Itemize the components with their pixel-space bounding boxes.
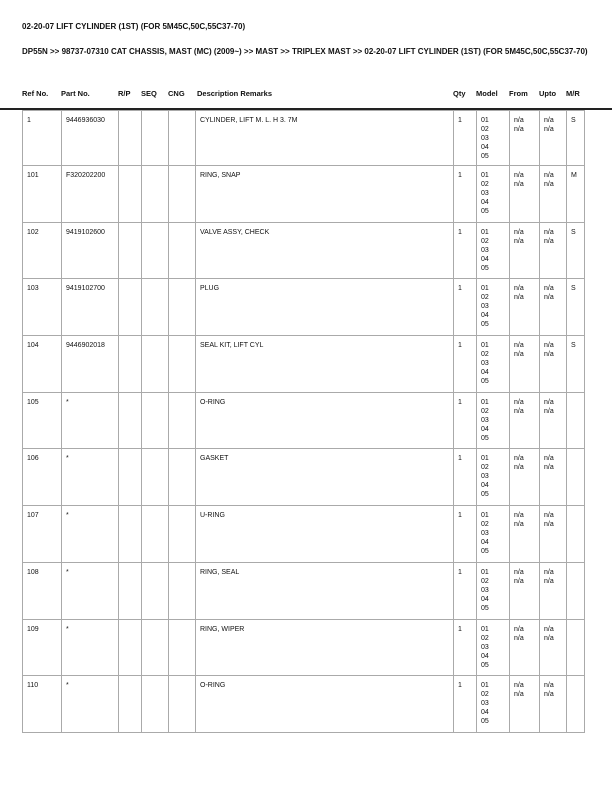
cell-seq (142, 166, 169, 223)
cell-seq (142, 279, 169, 336)
cell-rp (119, 619, 142, 676)
cell-mr: S (567, 111, 585, 166)
column-header-model: Model (476, 89, 498, 98)
cell-description: U-RING (196, 506, 454, 563)
cell-model: 01 02 03 04 05 (477, 392, 510, 449)
cell-seq (142, 562, 169, 619)
column-header-part-no: Part No. (61, 89, 90, 98)
cell-ref-no: 106 (23, 449, 62, 506)
cell-qty: 1 (454, 676, 477, 733)
column-header-cng: CNG (168, 89, 185, 98)
cell-ref-no: 107 (23, 506, 62, 563)
table-row (23, 562, 585, 619)
cell-from: n/a n/a (510, 336, 540, 393)
cell-from: n/a n/a (510, 449, 540, 506)
cell-cng (169, 336, 196, 393)
cell-upto: n/a n/a (540, 562, 567, 619)
cell-part-no: * (62, 676, 119, 733)
column-header-qty: Qty (453, 89, 466, 98)
cell-upto: n/a n/a (540, 506, 567, 563)
cell-part-no: * (62, 562, 119, 619)
table-row (23, 336, 585, 393)
cell-mr (567, 676, 585, 733)
cell-model: 01 02 03 04 05 (477, 279, 510, 336)
column-header-upto: Upto (539, 89, 557, 98)
cell-from: n/a n/a (510, 111, 540, 166)
cell-model: 01 02 03 04 05 (477, 449, 510, 506)
cell-seq (142, 111, 169, 166)
parts-table (22, 110, 585, 733)
cell-from: n/a n/a (510, 392, 540, 449)
cell-part-no: 9419102600 (62, 222, 119, 279)
column-header-ref-no: Ref No. (22, 89, 49, 98)
cell-qty: 1 (454, 562, 477, 619)
cell-from: n/a n/a (510, 676, 540, 733)
cell-mr: S (567, 222, 585, 279)
cell-rp (119, 336, 142, 393)
cell-ref-no: 102 (23, 222, 62, 279)
cell-ref-no: 105 (23, 392, 62, 449)
cell-cng (169, 111, 196, 166)
table-row (23, 279, 585, 336)
cell-model: 01 02 03 04 05 (477, 222, 510, 279)
cell-qty: 1 (454, 506, 477, 563)
cell-upto: n/a n/a (540, 676, 567, 733)
cell-model: 01 02 03 04 05 (477, 336, 510, 393)
cell-from: n/a n/a (510, 279, 540, 336)
cell-description: GASKET (196, 449, 454, 506)
cell-ref-no: 108 (23, 562, 62, 619)
cell-qty: 1 (454, 619, 477, 676)
cell-mr (567, 449, 585, 506)
cell-cng (169, 392, 196, 449)
cell-cng (169, 279, 196, 336)
table-row (23, 166, 585, 223)
cell-description: PLUG (196, 279, 454, 336)
cell-rp (119, 166, 142, 223)
cell-description: RING, WIPER (196, 619, 454, 676)
cell-model: 01 02 03 04 05 (477, 676, 510, 733)
cell-ref-no: 103 (23, 279, 62, 336)
cell-rp (119, 562, 142, 619)
cell-rp (119, 676, 142, 733)
cell-description: RING, SNAP (196, 166, 454, 223)
cell-qty: 1 (454, 449, 477, 506)
column-header-description: Description Remarks (197, 89, 273, 98)
cell-qty: 1 (454, 111, 477, 166)
cell-upto: n/a n/a (540, 392, 567, 449)
cell-description: O-RING (196, 676, 454, 733)
cell-qty: 1 (454, 279, 477, 336)
cell-upto: n/a n/a (540, 279, 567, 336)
column-header-from: From (509, 89, 528, 98)
cell-from: n/a n/a (510, 619, 540, 676)
cell-cng (169, 166, 196, 223)
cell-model: 01 02 03 04 05 (477, 111, 510, 166)
cell-seq (142, 392, 169, 449)
cell-upto: n/a n/a (540, 222, 567, 279)
cell-from: n/a n/a (510, 506, 540, 563)
cell-rp (119, 392, 142, 449)
cell-mr (567, 506, 585, 563)
cell-seq (142, 449, 169, 506)
cell-cng (169, 506, 196, 563)
table-row (23, 676, 585, 733)
cell-cng (169, 562, 196, 619)
cell-qty: 1 (454, 166, 477, 223)
cell-mr: S (567, 279, 585, 336)
cell-rp (119, 111, 142, 166)
cell-cng (169, 619, 196, 676)
table-row (23, 392, 585, 449)
cell-cng (169, 676, 196, 733)
cell-upto: n/a n/a (540, 336, 567, 393)
cell-model: 01 02 03 04 05 (477, 562, 510, 619)
cell-part-no: 9419102700 (62, 279, 119, 336)
cell-part-no: * (62, 506, 119, 563)
column-header-mr: M/R (566, 89, 580, 98)
cell-upto: n/a n/a (540, 619, 567, 676)
cell-from: n/a n/a (510, 222, 540, 279)
cell-model: 01 02 03 04 05 (477, 619, 510, 676)
cell-mr (567, 562, 585, 619)
cell-mr (567, 619, 585, 676)
cell-from: n/a n/a (510, 562, 540, 619)
cell-mr (567, 392, 585, 449)
cell-ref-no: 104 (23, 336, 62, 393)
cell-qty: 1 (454, 392, 477, 449)
cell-ref-no: 1 (23, 111, 62, 166)
column-header-rp: R/P (118, 89, 131, 98)
cell-part-no: F320202200 (62, 166, 119, 223)
cell-seq (142, 222, 169, 279)
cell-mr: S (567, 336, 585, 393)
table-row (23, 111, 585, 166)
cell-part-no: * (62, 449, 119, 506)
cell-qty: 1 (454, 222, 477, 279)
cell-rp (119, 279, 142, 336)
table-row (23, 222, 585, 279)
cell-description: CYLINDER, LIFT M. L. H 3. 7M (196, 111, 454, 166)
cell-qty: 1 (454, 336, 477, 393)
cell-ref-no: 110 (23, 676, 62, 733)
cell-description: VALVE ASSY, CHECK (196, 222, 454, 279)
cell-seq (142, 619, 169, 676)
cell-part-no: * (62, 619, 119, 676)
cell-description: SEAL KIT, LIFT CYL (196, 336, 454, 393)
cell-part-no: * (62, 392, 119, 449)
cell-mr: M (567, 166, 585, 223)
cell-rp (119, 506, 142, 563)
cell-model: 01 02 03 04 05 (477, 166, 510, 223)
page-title: 02-20-07 LIFT CYLINDER (1ST) (FOR 5M45C,50C,55C37-70) (22, 22, 246, 31)
cell-model: 01 02 03 04 05 (477, 506, 510, 563)
cell-part-no: 9446902018 (62, 336, 119, 393)
cell-rp (119, 222, 142, 279)
cell-part-no: 9446936030 (62, 111, 119, 166)
cell-ref-no: 109 (23, 619, 62, 676)
cell-cng (169, 449, 196, 506)
cell-ref-no: 101 (23, 166, 62, 223)
cell-seq (142, 336, 169, 393)
cell-description: RING, SEAL (196, 562, 454, 619)
column-header-seq: SEQ (141, 89, 157, 98)
cell-upto: n/a n/a (540, 449, 567, 506)
table-row (23, 619, 585, 676)
cell-upto: n/a n/a (540, 111, 567, 166)
cell-seq (142, 676, 169, 733)
cell-cng (169, 222, 196, 279)
table-row (23, 506, 585, 563)
cell-from: n/a n/a (510, 166, 540, 223)
cell-seq (142, 506, 169, 563)
cell-upto: n/a n/a (540, 166, 567, 223)
cell-description: O-RING (196, 392, 454, 449)
table-row (23, 449, 585, 506)
cell-rp (119, 449, 142, 506)
breadcrumb: DP55N >> 98737-07310 CAT CHASSIS, MAST (MC) (2009~) >> MAST >> TRIPLEX MAST >> 02-20-07 LIFT CYLINDER (1ST) (FOR 5M45C,50C,55C37-70) (22, 47, 588, 56)
